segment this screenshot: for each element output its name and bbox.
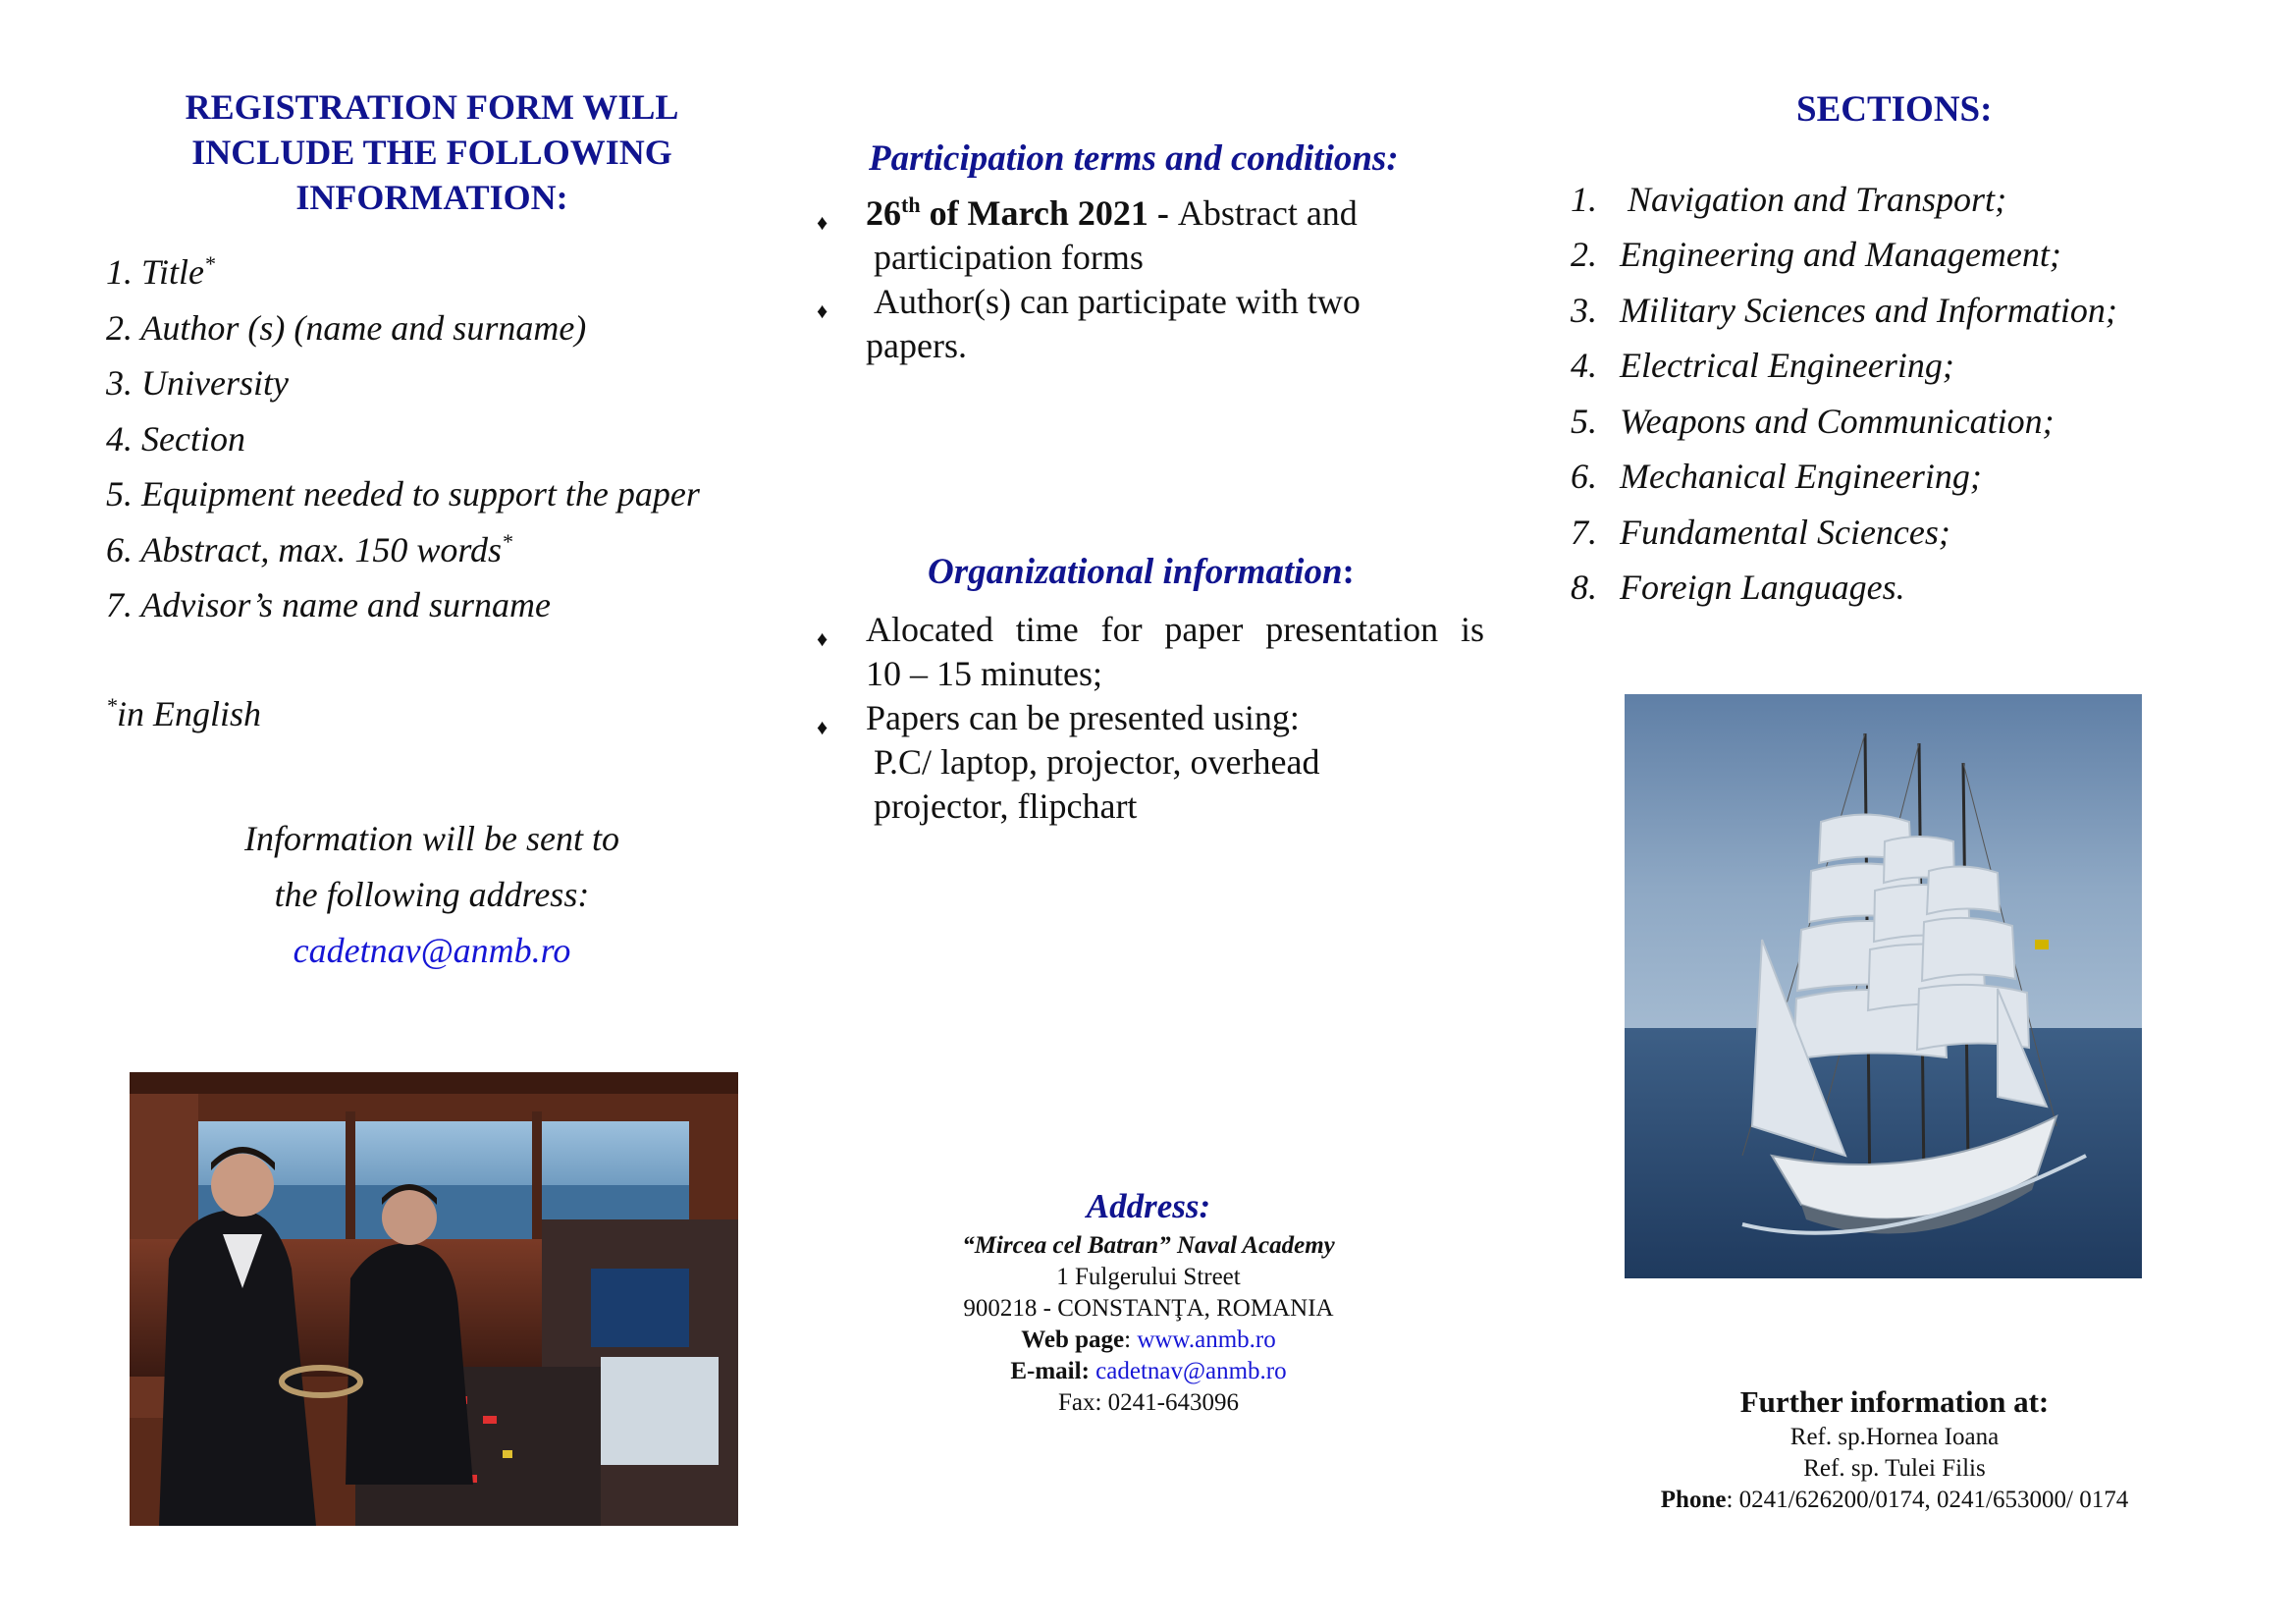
english-note: *in English [106, 693, 262, 733]
further-info-title: Further information at: [1739, 1384, 2050, 1419]
bullet-diamond-icon: ♦ [817, 298, 828, 323]
email-link[interactable]: cadetnav@anmb.ro [1089, 1358, 1287, 1384]
organizational-item-equipment: Papers can be presented using: [866, 698, 1300, 737]
registration-title-line1: REGISTRATION FORM WILL [185, 87, 679, 127]
web-page-line: Web page: www.anmb.ro [1021, 1326, 1276, 1353]
organizational-list [817, 609, 1504, 835]
contact-person: Ref. sp.Hornea Ioana [1789, 1424, 2000, 1450]
registration-title [98, 84, 766, 220]
organizational-item-time: Alocated time for paper presentation is [866, 610, 1484, 649]
sections-title: SECTIONS: [1796, 89, 1993, 130]
further-info-block [1590, 1382, 2199, 1516]
info-line: Information will be sent to [244, 819, 619, 858]
bridge-simulator-photo [130, 1072, 738, 1526]
organizational-item-equipment-cont: projector, flipchart [874, 786, 1138, 826]
section-item: 6. Mechanical Engineering; [1571, 457, 1982, 496]
email-line: E-mail: cadetnav@anmb.ro [1010, 1358, 1287, 1384]
participation-item-deadline: 26th of March 2021 - Abstract and [866, 192, 1358, 233]
address-block [864, 1183, 1433, 1419]
bullet-diamond-icon: ♦ [817, 626, 828, 651]
participation-heading: Participation terms and conditions: [869, 138, 1399, 179]
city: 900218 - CONSTANŢA, ROMANIA [963, 1295, 1334, 1322]
section-item: 1. Navigation and Transport; [1571, 180, 2007, 219]
bullet-diamond-icon: ♦ [817, 715, 828, 739]
registration-item: 7. Advisor’s name and surname [106, 585, 552, 624]
participation-item-papers: Author(s) can participate with two [874, 282, 1361, 321]
section-item: 2. Engineering and Management; [1571, 235, 2061, 274]
organizational-heading: Organizational information: [928, 552, 1355, 592]
registration-item: 5. Equipment needed to support the paper [106, 474, 700, 514]
info-address-block [137, 811, 726, 979]
fax: Fax: 0241-643096 [1057, 1389, 1240, 1416]
academy-name: “Mircea cel Batran” Naval Academy [962, 1232, 1335, 1259]
registration-title-line2: INCLUDE THE FOLLOWING [191, 133, 672, 172]
section-item: 5. Weapons and Communication; [1571, 402, 2055, 441]
info-email-link[interactable]: cadetnav@anmb.ro [293, 931, 571, 970]
phone-line: Phone: 0241/626200/0174, 0241/653000/ 0174 [1660, 1487, 2129, 1513]
street: 1 Fulgerului Street [1056, 1264, 1241, 1290]
organizational-item-equipment-cont: P.C/ laptop, projector, overhead [874, 742, 1320, 782]
organizational-item-time-cont: 10 – 15 minutes; [866, 654, 1102, 693]
participation-item-papers-cont: papers. [866, 326, 967, 365]
registration-title-line3: INFORMATION: [295, 178, 568, 217]
participation-item-deadline-cont: participation forms [874, 238, 1144, 277]
web-page-link[interactable]: www.anmb.ro [1137, 1326, 1276, 1353]
registration-item: 3. University [106, 363, 289, 403]
bullet-diamond-icon: ♦ [817, 210, 828, 235]
info-line: the following address: [274, 875, 590, 914]
section-item: 3. Military Sciences and Information; [1571, 291, 2117, 330]
address-title: Address: [1086, 1187, 1211, 1225]
section-item: 7. Fundamental Sciences; [1571, 513, 1950, 552]
registration-item: 1. Title* [106, 251, 216, 292]
registration-item: 2. Author (s) (name and surname) [106, 308, 587, 348]
section-item: 4. Electrical Engineering; [1571, 346, 1954, 385]
contact-person: Ref. sp. Tulei Filis [1803, 1455, 1986, 1482]
section-item: 8. Foreign Languages. [1571, 568, 1905, 607]
tall-ship-photo [1625, 694, 2142, 1278]
participation-list [817, 192, 1504, 379]
registration-item: 4. Section [106, 419, 245, 459]
sections-list [1571, 179, 2258, 630]
registration-item: 6. Abstract, max. 150 words* [106, 529, 513, 569]
